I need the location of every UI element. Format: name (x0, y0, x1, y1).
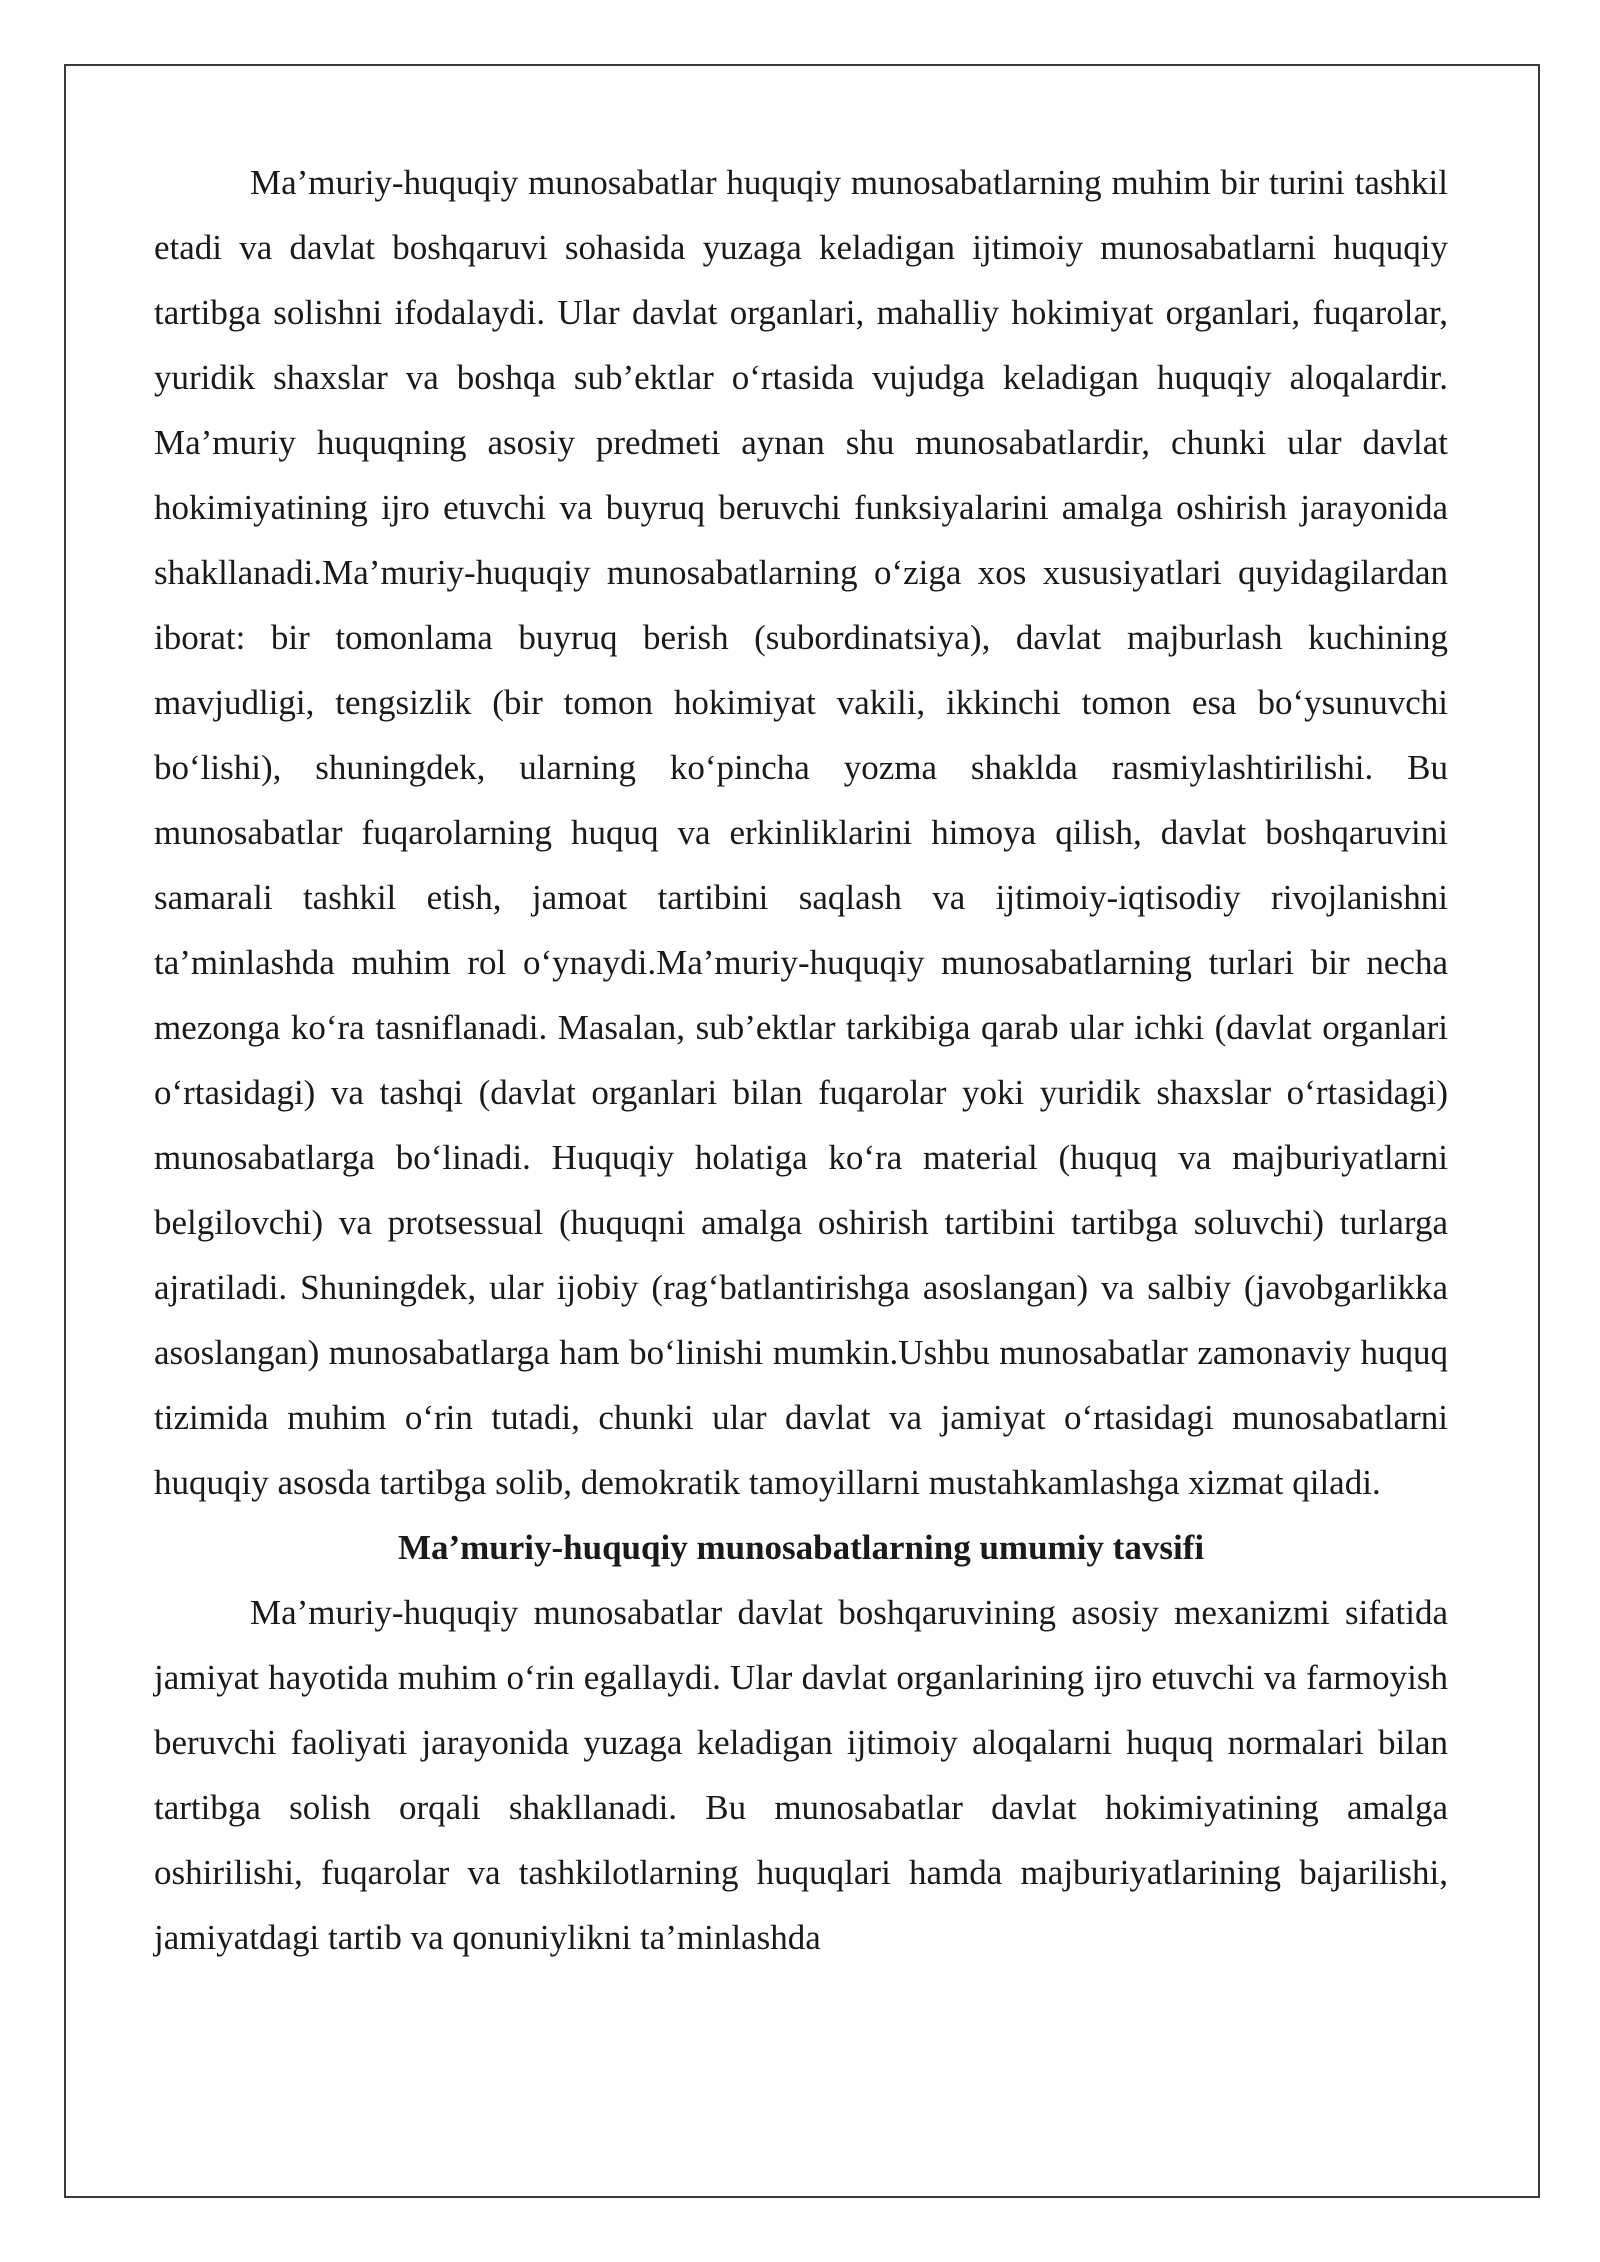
section-heading: Ma’muriy-huquqiy munosabatlarning umumiy tavsifi (397, 1528, 1205, 1567)
paragraph-general-description: Ma’muriy-huquqiy munosabatlar davlat boshqaruvining asosiy mexanizmi sifatida jamiyat hayotida muhim o‘rin egallaydi. Ular davlat organlarining ijro etuvchi va farmoyish beruvchi faoliyati jarayonida yuzaga keladigan ijtimoiy aloqalarni huquq normalari bilan tartibga solish orqali shakllanadi. Bu munosabatlar davlat hokimiyatining amalga oshirilishi, fuqarolar va tashkilotlarning huquqlari hamda majburiyatlarining bajarilishi, jamiyatdagi tartib va qonuniylikni ta’minlashda (154, 1593, 1448, 1957)
document-body (154, 150, 1448, 1970)
paragraph-intro: Ma’muriy-huquqiy munosabatlar huquqiy munosabatlarning muhim bir turini tashkil etadi va davlat boshqaruvi sohasida yuzaga keladigan ijtimoiy munosabatlarni huquqiy tartibga solishni ifodalaydi. Ular davlat organlari, mahalliy hokimiyat organlari, fuqarolar, yuridik shaxslar va boshqa sub’ektlar o‘rtasida vujudga keladigan huquqiy aloqalardir. Ma’muriy huquqning asosiy predmeti aynan shu munosabatlardir, chunki ular davlat hokimiyatining ijro etuvchi va buyruq beruvchi funksiyalarini amalga oshirish jarayonida shakllanadi.Ma’muriy-huquqiy munosabatlarning o‘ziga xos xususiyatlari quyidagilardan iborat: bir tomonlama buyruq berish (subordinatsiya), davlat majburlash kuchining mavjudligi, tengsizlik (bir tomon hokimiyat vakili, ikkinchi tomon esa bo‘ysunuvchi bo‘lishi), shuningdek, ularning ko‘pincha yozma shaklda rasmiylashtirilishi. Bu munosabatlar fuqarolarning huquq va erkinliklarini himoya qilish, davlat boshqaruvini samarali tashkil etish, jamoat tartibini saqlash va ijtimoiy-iqtisodiy rivojlanishni ta’minlashda muhim rol o‘ynaydi.Ma’muriy-huquqiy munosabatlarning turlari bir necha mezonga ko‘ra tasniflanadi. Masalan, sub’ektlar tarkibiga qarab ular ichki (davlat organlari o‘rtasidagi) va tashqi (davlat organlari bilan fuqarolar yoki yuridik shaxslar o‘rtasidagi) munosabatlarga bo‘linadi. Huquqiy holatiga ko‘ra material (huquq va majburiyatlarni belgilovchi) va protsessual (huquqni amalga oshirish tartibini tartibga soluvchi) turlarga ajratiladi. Shuningdek, ular ijobiy (rag‘batlantirishga asoslangan) va salbiy (javobgarlikka asoslangan) munosabatlarga ham bo‘linishi mumkin.Ushbu munosabatlar zamonaviy huquq tizimida muhim o‘rin tutadi, chunki ular davlat va jamiyat o‘rtasidagi munosabatlarni huquqiy asosda tartibga solib, demokratik tamoyillarni mustahkamlashga xizmat qiladi. (154, 163, 1448, 1502)
